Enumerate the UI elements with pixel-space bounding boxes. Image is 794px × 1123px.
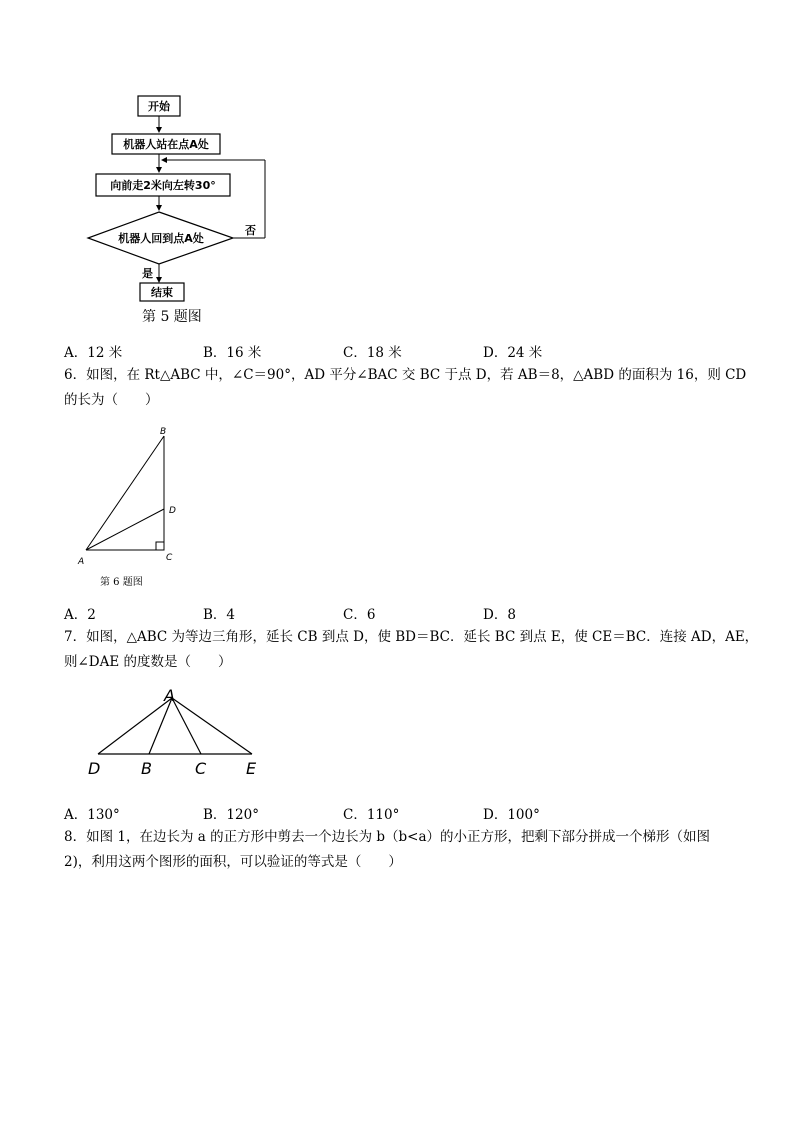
q5-flowchart: [80, 90, 280, 305]
flow-no-text: 否: [245, 224, 256, 237]
q7-label-a: A: [164, 686, 175, 705]
q7-option-c: C．110°: [343, 807, 400, 823]
q7-label-e: E: [246, 759, 257, 778]
q7-figure: [82, 684, 272, 780]
q7-stem-line2: 则∠DAE 的度数是（ ）: [64, 654, 232, 670]
q6-option-c: C．6: [343, 607, 376, 623]
q6-option-d: D．8: [483, 607, 516, 623]
q6-caption: 第 6 题图: [100, 577, 143, 588]
q8-stem-line2: 2)，利用这两个图形的面积，可以验证的等式是（ ）: [64, 854, 402, 870]
q5-option-b: B．16 米: [203, 345, 262, 361]
q6-stem-line2: 的长为（ ）: [64, 392, 159, 408]
q7-label-d: D: [88, 759, 101, 778]
q7-option-b: B．120°: [203, 807, 259, 823]
q7-stem-line1: 7．如图，△ABC 为等边三角形，延长 CB 到点 D，使 BD＝BC．延长 BC 到点 E，使 CE＝BC．连接 AD，AE，: [64, 629, 759, 645]
q8-stem-line1: 8．如图 1，在边长为 a 的正方形中剪去一个边长为 b（b<a）的小正方形，把剩下部分拼成一个梯形（如图: [64, 829, 711, 845]
q6-option-a: A．2: [64, 607, 96, 623]
q6-label-d: D: [169, 506, 176, 516]
flow-step1-text: 机器人站在点A处: [123, 138, 209, 151]
q5-option-d: D．24 米: [483, 345, 543, 361]
q6-figure: [72, 424, 192, 569]
q6-label-c: C: [166, 553, 173, 563]
q6-label-a: A: [78, 557, 85, 567]
q7-label-b: B: [141, 759, 152, 778]
q5-option-c: C．18 米: [343, 345, 402, 361]
flow-step2-text: 向前走2米向左转30°: [110, 179, 216, 192]
flow-yes-text: 是: [142, 267, 153, 280]
q6-stem-line1: 6．如图，在 Rt△ABC 中，∠C＝90°，AD 平分∠BAC 交 BC 于点 D，若 AB＝8，△ABD 的面积为 16，则 CD: [64, 367, 747, 383]
flow-start-text: 开始: [148, 100, 170, 113]
q7-option-a: A．130°: [64, 807, 120, 823]
flow-end-text: 结束: [151, 286, 173, 299]
q6-label-b: B: [160, 427, 167, 437]
q7-label-c: C: [195, 759, 207, 778]
q5-option-a: A．12 米: [64, 345, 123, 361]
q6-option-b: B．4: [203, 607, 236, 623]
q5-caption: 第 5 题图: [142, 309, 202, 325]
flow-decision-text: 机器人回到点A处: [118, 232, 204, 245]
q7-option-d: D．100°: [483, 807, 540, 823]
